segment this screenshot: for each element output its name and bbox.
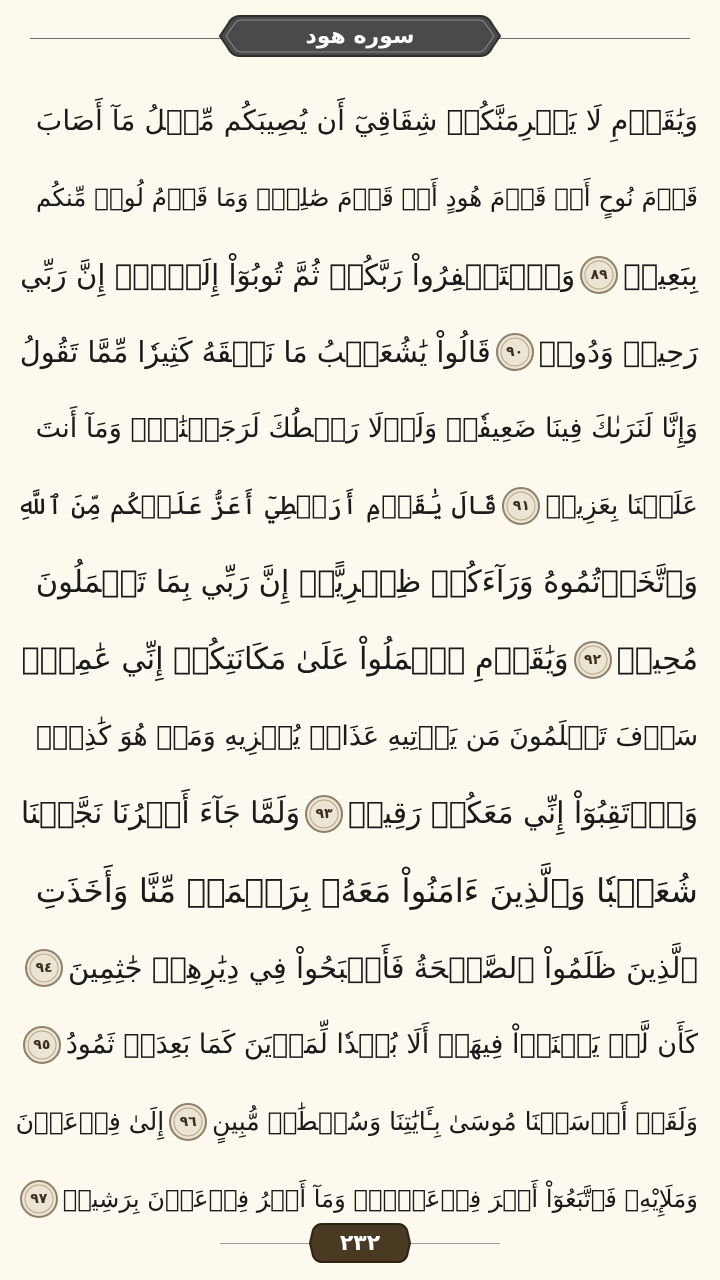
text-line — [15, 1083, 698, 1160]
text-line — [22, 852, 698, 929]
verse-text: وَيَٰقَوۡمِ ٱعۡمَلُواْ عَلَىٰ مَكَانَتِكُمۡ إِنِّي عَٰمِلٞۖ — [21, 642, 569, 677]
verse-text: ٱلَّذِينَ ظَلَمُواْ ٱلصَّيۡحَةُ فَأَصۡبَحُواْ فِي دِيَٰرِهِمۡ جَٰثِمِينَ — [68, 950, 698, 985]
text-line — [16, 467, 698, 544]
ayah-number-marker — [573, 640, 613, 680]
ayah-number: ٩٦ — [179, 1113, 197, 1130]
text-line — [22, 775, 698, 852]
verse-text: عَلَيۡنَا بِعَزِيزٖ — [545, 490, 698, 521]
text-line — [22, 929, 698, 1006]
verse-text: وَيَٰقَوۡمِ لَا يَجۡرِمَنَّكُمۡ شِقَاقِيٓ أَن يُصِيبَكُم مِّثۡلُ مَآ أَصَابَ — [35, 104, 698, 137]
ayah-number: ٨٩ — [590, 266, 608, 283]
ayah-number-marker — [24, 948, 64, 988]
verse-text: وَلَمَّا جَآءَ أَمۡرُنَا نَجَّيۡنَا — [20, 796, 300, 831]
verse-text: قَوۡمَ نُوحٍ أَوۡ قَوۡمَ هُودٍ أَوۡ قَوۡمَ صَٰلِحٖۚ وَمَا قَوۡمُ لُوطٖ مِّنكُم — [35, 183, 698, 212]
surah-title: سوره هود — [305, 23, 415, 49]
verse-text: رَحِيمٞ وَدُودٞ — [538, 334, 698, 369]
ayah-number: ٩٢ — [584, 651, 602, 668]
verse-text: إِلَىٰ فِرۡعَوۡنَ — [15, 1107, 165, 1136]
ayah-number-marker — [168, 1102, 208, 1142]
text-line — [19, 313, 698, 390]
verse-text: وَإِنَّا لَنَرَىٰكَ فِينَا ضَعِيفٗاۖ وَلَوۡلَا رَهۡطُكَ لَرَجَمۡنَٰكَۖ وَمَآ أَنتَ — [35, 413, 698, 444]
ayah-number-marker — [304, 794, 344, 834]
text-line — [22, 390, 698, 467]
text-line — [22, 698, 698, 775]
page-number-badge — [308, 1222, 412, 1264]
ayah-number-marker — [22, 1025, 62, 1065]
verse-text: وَٱرۡتَقِبُوٓاْ إِنِّي مَعَكُمۡ رَقِيبٞ — [347, 796, 698, 831]
verse-text: قَالُواْ يَٰشُعَيۡبُ مَا نَفۡقَهُ كَثِيرٗا مِّمَّا تَقُولُ — [19, 334, 491, 369]
verse-text: شُعَيۡبٗا وَٱلَّذِينَ ءَامَنُواْ مَعَهُۥ بِرَحۡمَةٖ مِّنَّا وَأَخَذَتِ — [35, 871, 698, 910]
verse-text: وَلَقَدۡ أَرۡسَلۡنَا مُوسَىٰ بِـَٔايَٰتِنَا وَسُلۡطَٰنٖ مُّبِينٍ — [212, 1107, 698, 1136]
text-line — [22, 544, 698, 621]
verse-text: قَالَ يَٰقَوۡمِ أَرَهۡطِيٓ أَعَزُّ عَلَيۡكُم مِّنَ ٱللَّهِ — [16, 490, 498, 521]
page-number: ٢٣٢ — [339, 1230, 381, 1256]
text-line — [22, 621, 698, 698]
ayah-number-marker — [495, 332, 535, 372]
verse-text: وَٱسۡتَغۡفِرُواْ رَبَّكُمۡ ثُمَّ تُوبُوٓاْ إِلَيۡهِۚ إِنَّ رَبِّي — [20, 257, 576, 292]
ayah-number-marker — [579, 255, 619, 295]
ayah-number: ٩٠ — [506, 343, 524, 360]
ayah-number-marker — [19, 1179, 59, 1219]
ayah-number: ٩٥ — [33, 1036, 51, 1053]
verse-text: وَٱتَّخَذۡتُمُوهُ وَرَآءَكُمۡ ظِهۡرِيًّاۖ إِنَّ رَبِّي بِمَا تَعۡمَلُونَ — [35, 565, 698, 600]
text-line — [22, 159, 698, 236]
text-line — [22, 1006, 698, 1083]
ayah-number: ٩١ — [512, 497, 530, 514]
ayah-number-marker — [501, 486, 541, 526]
verse-text: بِبَعِيدٖ — [623, 257, 698, 292]
verse-text: مُحِيطٞ — [616, 642, 698, 677]
ayah-number: ٩٧ — [30, 1190, 48, 1207]
surah-title-banner — [218, 14, 502, 58]
text-line — [22, 236, 698, 313]
text-line — [22, 82, 698, 159]
quran-page-text — [15, 82, 698, 1237]
verse-text: وَمَلَإِيْهِۦ فَٱتَّبَعُوٓاْ أَمۡرَ فِرۡعَوۡنَۖ وَمَآ أَمۡرُ فِرۡعَوۡنَ بِرَشِيدٖ — [62, 1184, 698, 1213]
verse-text: كَأَن لَّمۡ يَغۡنَوۡاْ فِيهَآۗ أَلَا بُعۡدٗا لِّمَدۡيَنَ كَمَا بَعِدَتۡ ثَمُودُ — [65, 1029, 698, 1060]
ayah-number: ٩٣ — [315, 805, 333, 822]
ayah-number: ٩٤ — [35, 959, 53, 976]
verse-text: سَوۡفَ تَعۡلَمُونَ مَن يَأۡتِيهِ عَذَابٞ يُخۡزِيهِ وَمَنۡ هُوَ كَٰذِبٞۖ — [35, 721, 698, 752]
